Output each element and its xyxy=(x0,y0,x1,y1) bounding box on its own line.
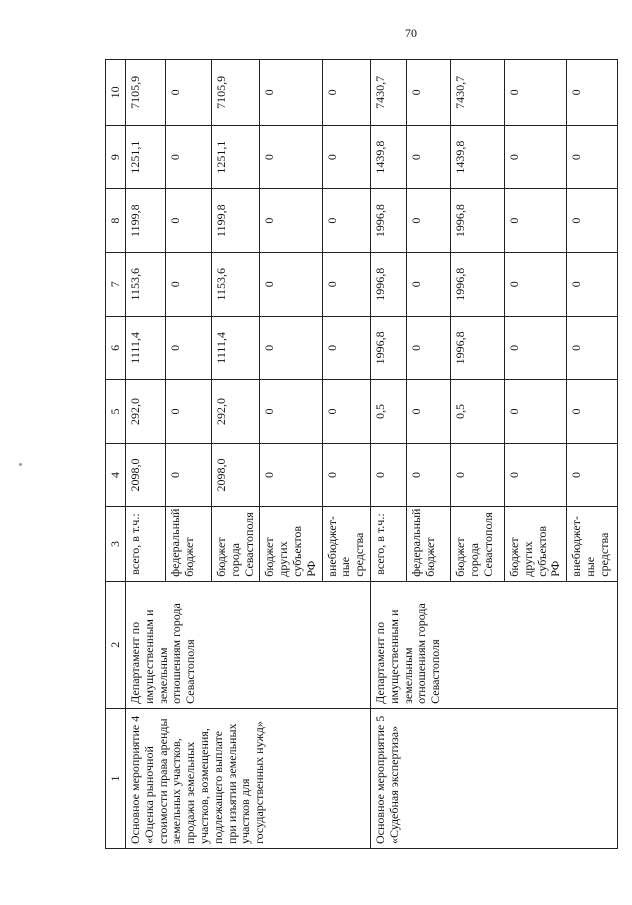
value-cell: 0,5 xyxy=(450,380,504,444)
funding-source-cell: всего, в т.ч.: xyxy=(126,507,166,581)
budget-table xyxy=(105,59,618,849)
value-cell: 0 xyxy=(450,443,504,507)
value-cell: 292,0 xyxy=(212,380,260,444)
header-cell: 3 xyxy=(106,507,126,581)
value-cell: 0 xyxy=(567,189,618,253)
value-cell: 0 xyxy=(406,443,450,507)
value-cell: 0 xyxy=(567,443,618,507)
value-cell: 0 xyxy=(370,443,406,507)
value-cell: 0 xyxy=(406,316,450,380)
value-cell: 1996,8 xyxy=(370,316,406,380)
value-cell: 0 xyxy=(406,380,450,444)
value-cell: 0 xyxy=(166,189,212,253)
value-cell: 0 xyxy=(406,60,450,126)
value-cell: 1111,4 xyxy=(212,316,260,380)
funding-source-cell: внебюджет-ные средства xyxy=(567,507,618,581)
value-cell: 1199,8 xyxy=(212,189,260,253)
value-cell: 1996,8 xyxy=(450,252,504,316)
value-cell: 0 xyxy=(567,60,618,126)
activity-title-cell: Основное мероприятие 5 «Судебная экспертиза» xyxy=(370,708,617,848)
value-cell: 2098,0 xyxy=(212,443,260,507)
value-cell: 0 xyxy=(260,316,322,380)
value-cell: 0 xyxy=(504,189,566,253)
value-cell: 0 xyxy=(567,125,618,189)
funding-source-cell: федеральный бюджет xyxy=(406,507,450,581)
scan-dot xyxy=(19,463,22,466)
funding-source-cell: бюджет других субъектов РФ xyxy=(504,507,566,581)
header-cell: 4 xyxy=(106,443,126,507)
value-cell: 0 xyxy=(166,125,212,189)
value-cell: 0 xyxy=(504,443,566,507)
value-cell: 1996,8 xyxy=(450,189,504,253)
value-cell: 0 xyxy=(504,60,566,126)
value-cell: 0 xyxy=(322,443,370,507)
value-cell: 2098,0 xyxy=(126,443,166,507)
value-cell: 0 xyxy=(567,252,618,316)
value-cell: 1111,4 xyxy=(126,316,166,380)
value-cell: 0 xyxy=(322,252,370,316)
value-cell: 0 xyxy=(260,189,322,253)
funding-source-cell: федеральный бюджет xyxy=(166,507,212,581)
header-cell: 2 xyxy=(106,581,126,708)
header-cell: 8 xyxy=(106,189,126,253)
table-row xyxy=(126,60,166,849)
header-cell: 7 xyxy=(106,252,126,316)
activity-title-cell: Основное мероприятие 4 «Оценка рыночной стоимости права аренды земельных участков, продажи земельных участков, возмещения, подлежащего выплате при изъятии земельных участков для государственных нужд» xyxy=(126,708,371,848)
value-cell: 0 xyxy=(166,60,212,126)
value-cell: 1251,1 xyxy=(126,125,166,189)
funding-source-cell: бюджет города Севастополя xyxy=(212,507,260,581)
value-cell: 1439,8 xyxy=(450,125,504,189)
value-cell: 1153,6 xyxy=(212,252,260,316)
value-cell: 0 xyxy=(260,252,322,316)
header-row xyxy=(106,60,126,849)
funding-source-cell: бюджет города Севастополя xyxy=(450,507,504,581)
page-number: 70 xyxy=(405,26,417,40)
rotated-table-wrapper xyxy=(105,59,611,849)
value-cell: 0 xyxy=(406,125,450,189)
header-cell: 1 xyxy=(106,708,126,848)
value-cell: 7430,7 xyxy=(370,60,406,126)
header-cell: 5 xyxy=(106,380,126,444)
header-cell: 9 xyxy=(106,125,126,189)
value-cell: 0 xyxy=(406,252,450,316)
funding-source-cell: всего, в т.ч.: xyxy=(370,507,406,581)
value-cell: 0 xyxy=(260,125,322,189)
value-cell: 0 xyxy=(322,125,370,189)
executor-cell: Департамент по имущественным и земельным отношениям города Севастополя xyxy=(126,581,371,708)
value-cell: 1153,6 xyxy=(126,252,166,316)
value-cell: 0 xyxy=(260,443,322,507)
value-cell: 0 xyxy=(567,380,618,444)
value-cell: 0,5 xyxy=(370,380,406,444)
value-cell: 1439,8 xyxy=(370,125,406,189)
value-cell: 0 xyxy=(504,316,566,380)
value-cell: 7430,7 xyxy=(450,60,504,126)
value-cell: 1996,8 xyxy=(370,189,406,253)
value-cell: 1251,1 xyxy=(212,125,260,189)
value-cell: 0 xyxy=(166,316,212,380)
value-cell: 1996,8 xyxy=(450,316,504,380)
funding-source-cell: бюджет других субъектов РФ xyxy=(260,507,322,581)
value-cell: 0 xyxy=(166,252,212,316)
value-cell: 1996,8 xyxy=(370,252,406,316)
value-cell: 7105,9 xyxy=(126,60,166,126)
value-cell: 0 xyxy=(406,189,450,253)
executor-cell: Департамент по имущественным и земельным отношениям города Севастополя xyxy=(370,581,617,708)
value-cell: 0 xyxy=(260,60,322,126)
value-cell: 0 xyxy=(260,380,322,444)
value-cell: 0 xyxy=(166,380,212,444)
header-cell: 6 xyxy=(106,316,126,380)
funding-source-cell: внебюджет-ные средства xyxy=(322,507,370,581)
value-cell: 0 xyxy=(322,60,370,126)
value-cell: 7105,9 xyxy=(212,60,260,126)
value-cell: 0 xyxy=(166,443,212,507)
value-cell: 0 xyxy=(504,125,566,189)
header-cell: 10 xyxy=(106,60,126,126)
value-cell: 0 xyxy=(504,252,566,316)
value-cell: 0 xyxy=(322,316,370,380)
value-cell: 1199,8 xyxy=(126,189,166,253)
value-cell: 0 xyxy=(567,316,618,380)
table-row xyxy=(370,60,406,849)
value-cell: 0 xyxy=(322,380,370,444)
value-cell: 0 xyxy=(504,380,566,444)
value-cell: 0 xyxy=(322,189,370,253)
value-cell: 292,0 xyxy=(126,380,166,444)
